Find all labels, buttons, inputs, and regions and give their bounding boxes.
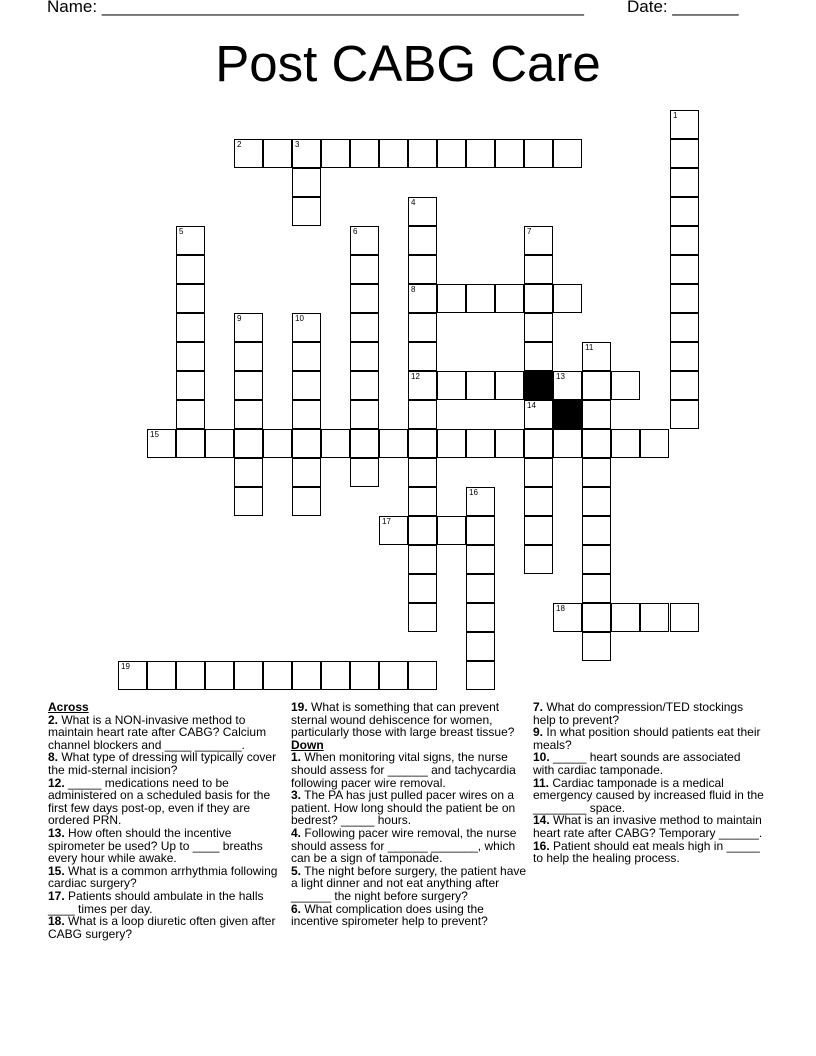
grid-cell[interactable] [321,429,350,458]
grid-cell[interactable] [176,284,205,313]
grid-cell[interactable] [176,313,205,342]
grid-cell-15[interactable] [147,429,176,458]
grid-cell[interactable] [234,429,263,458]
grid-cell[interactable] [408,603,437,632]
cell-number: 15 [150,430,159,439]
clue-down-4 [291,827,529,865]
grid-cell[interactable] [379,661,408,690]
grid-cell[interactable] [408,255,437,284]
grid-cell[interactable] [466,545,495,574]
cell-number: 13 [556,372,565,381]
grid-cell[interactable] [582,603,611,632]
grid-cell[interactable] [408,139,437,168]
grid-cell[interactable] [176,342,205,371]
grid-cell[interactable] [466,516,495,545]
grid-cell[interactable] [582,458,611,487]
grid-cell-13[interactable] [553,371,582,400]
grid-cell[interactable] [582,632,611,661]
grid-cell[interactable] [466,603,495,632]
grid-cell[interactable] [379,429,408,458]
grid-cell[interactable] [611,371,640,400]
grid-cell[interactable] [670,342,699,371]
grid-cell[interactable] [321,661,350,690]
grid-cell[interactable] [524,487,553,516]
name-line[interactable]: ___________________________________________________ [101,0,584,16]
grid-cell-18[interactable] [553,603,582,632]
clue-number: 17. [48,888,65,903]
grid-cell[interactable] [408,487,437,516]
clue-text: What type of dressing will typically cover the mid-sternal incision? [48,750,277,777]
clue-text: _____ heart sounds are associated with cardiac tamponade. [533,750,741,777]
grid-cell[interactable] [495,371,524,400]
grid-cell[interactable] [234,458,263,487]
grid-cell[interactable] [640,429,669,458]
grid-cell[interactable] [670,400,699,429]
cell-number: 14 [527,401,536,410]
clue-number: 16. [533,838,550,853]
clue-across-17 [48,890,286,915]
grid-cell[interactable] [408,226,437,255]
grid-cell[interactable] [437,139,466,168]
grid-cell[interactable] [582,371,611,400]
cell-number: 16 [469,488,478,497]
clue-text: What is something that can prevent sternal wound dehiscence for women, particularly those with large breast tissue? [291,700,515,740]
across-heading: Across [48,700,89,714]
grid-cell[interactable] [408,545,437,574]
black-cell [524,371,553,400]
cell-number: 18 [556,604,565,613]
clue-text: Following pacer wire removal, the nurse should assess for ______ _______, which can be a sign of tamponade. [291,825,517,866]
clue-number: 6. [291,901,302,916]
grid-cell[interactable] [234,661,263,690]
date-line[interactable]: _______ [672,0,739,16]
grid-cell[interactable] [553,284,582,313]
clue-number: 15. [48,863,65,878]
clue-text: Patient should eat meals high in _____ to help the healing process. [533,838,760,866]
clue-number: 18. [48,914,65,929]
grid-cell[interactable] [350,255,379,284]
grid-cell-2[interactable] [234,139,263,168]
grid-cell[interactable] [582,516,611,545]
grid-cell[interactable] [350,313,379,342]
clue-down-7 [533,701,765,726]
grid-cell[interactable] [408,516,437,545]
clue-text: _____ medications need to be administered on a scheduled basis for the first few days post-op, even if they are ordered PRN. [48,775,271,828]
grid-cell[interactable] [292,429,321,458]
clue-text: The PA has just pulled pacer wires on a patient. How long should the patient be on bedrest? _____ hours. [291,788,516,828]
grid-cell[interactable] [495,429,524,458]
grid-cell[interactable] [408,400,437,429]
grid-cell[interactable] [670,284,699,313]
grid-cell[interactable] [524,458,553,487]
grid-cell[interactable] [350,429,379,458]
grid-cell[interactable] [205,429,234,458]
clue-down-11 [533,777,765,815]
grid-cell[interactable] [611,603,640,632]
clue-number: 10. [533,750,550,765]
grid-cell[interactable] [292,168,321,197]
grid-cell-1[interactable] [670,110,699,139]
grid-cell[interactable] [466,574,495,603]
clue-across-12 [48,777,286,827]
grid-cell[interactable] [582,429,611,458]
grid-cell[interactable] [582,574,611,603]
grid-cell[interactable] [408,429,437,458]
grid-cell[interactable] [437,516,466,545]
grid-cell[interactable] [379,139,408,168]
name-label: Name: [47,0,98,16]
grid-cell[interactable] [670,197,699,226]
clue-down-5 [291,865,529,903]
clue-down-1 [291,751,529,789]
grid-cell-12[interactable] [408,371,437,400]
grid-cell[interactable] [350,458,379,487]
grid-cell[interactable] [176,661,205,690]
grid-cell[interactable] [350,400,379,429]
grid-cell[interactable] [466,632,495,661]
cell-number: 11 [585,343,594,352]
cell-number: 6 [353,227,358,236]
cell-number: 8 [411,285,416,294]
grid-cell[interactable] [582,545,611,574]
clue-text: In what position should patients eat their meals? [533,725,761,752]
clue-text: What do compression/TED stockings help to prevent? [533,700,744,727]
grid-cell-19[interactable] [118,661,147,690]
grid-cell[interactable] [408,661,437,690]
cell-number: 5 [179,227,184,236]
grid-cell[interactable] [640,603,669,632]
grid-cell[interactable] [292,371,321,400]
clue-down-6 [291,903,529,928]
clue-text: How often should the incentive spirometer be used? Up to ____ breaths every hour while awake. [48,825,263,866]
grid-cell[interactable] [524,516,553,545]
grid-cell[interactable] [495,139,524,168]
grid-cell[interactable] [524,284,553,313]
grid-cell[interactable] [350,139,379,168]
clue-across-19 [291,701,529,739]
grid-cell[interactable] [408,574,437,603]
clue-across-8 [48,751,286,776]
clue-number: 8. [48,750,59,765]
clue-down-3 [291,789,529,827]
clue-number: 5. [291,863,302,878]
grid-cell[interactable] [524,313,553,342]
grid-cell[interactable] [670,226,699,255]
clue-down-14 [533,814,765,839]
grid-cell[interactable] [553,429,582,458]
clue-column-1 [48,701,286,940]
clue-text: When monitoring vital signs, the nurse should assess for ______ and tachycardia following pacer wire removal. [291,750,516,790]
grid-cell-6[interactable] [350,226,379,255]
grid-cell[interactable] [205,661,234,690]
grid-cell[interactable] [524,545,553,574]
cell-number: 1 [673,111,678,120]
clue-text: What is a loop diuretic often given after CABG surgery? [48,914,276,941]
clue-text: Patients should ambulate in the halls ____ times per day. [48,888,264,916]
cell-number: 10 [295,314,304,323]
clue-number: 9. [533,725,544,740]
cell-number: 12 [411,372,420,381]
grid-cell[interactable] [234,487,263,516]
grid-cell-4[interactable] [408,197,437,226]
grid-cell[interactable] [524,139,553,168]
cell-number: 19 [121,662,130,671]
date-field [627,0,739,17]
grid-cell-10[interactable] [292,313,321,342]
grid-cell[interactable] [263,139,292,168]
clue-text: Cardiac tamponade is a medical emergency caused by increased fluid in the ________ space. [533,775,764,815]
grid-cell[interactable] [350,342,379,371]
cell-number: 4 [411,198,416,207]
grid-cell[interactable] [408,342,437,371]
grid-cell[interactable] [234,371,263,400]
clue-number: 19. [291,700,308,714]
grid-cell[interactable] [176,255,205,284]
grid-cell-5[interactable] [176,226,205,255]
cell-number: 17 [382,517,391,526]
grid-cell[interactable] [466,429,495,458]
clue-number: 11. [533,775,550,790]
clue-number: 7. [533,700,544,714]
grid-cell-9[interactable] [234,313,263,342]
grid-cell[interactable] [437,284,466,313]
grid-cell[interactable] [466,284,495,313]
grid-cell[interactable] [670,603,699,632]
cell-number: 7 [527,227,532,236]
grid-cell[interactable] [234,400,263,429]
grid-cell[interactable] [582,487,611,516]
grid-cell[interactable] [670,371,699,400]
grid-cell[interactable] [176,371,205,400]
grid-cell[interactable] [292,661,321,690]
grid-cell[interactable] [495,284,524,313]
clue-text: What complication does using the incentive spirometer help to prevent? [291,901,488,929]
grid-cell[interactable] [466,139,495,168]
grid-cell[interactable] [350,661,379,690]
grid-cell-7[interactable] [524,226,553,255]
clue-number: 2. [48,712,59,727]
grid-cell[interactable] [582,400,611,429]
grid-cell[interactable] [437,429,466,458]
clue-number: 4. [291,825,302,840]
grid-cell-8[interactable] [408,284,437,313]
grid-cell[interactable] [263,661,292,690]
grid-cell[interactable] [176,400,205,429]
grid-cell[interactable] [670,168,699,197]
grid-cell[interactable] [292,400,321,429]
clue-number: 12. [48,775,65,790]
grid-cell[interactable] [234,342,263,371]
grid-cell[interactable] [553,139,582,168]
clue-across-13 [48,827,286,865]
grid-cell[interactable] [292,487,321,516]
cell-number: 3 [295,140,300,149]
grid-cell-14[interactable] [524,400,553,429]
grid-cell[interactable] [350,371,379,400]
grid-cell[interactable] [350,284,379,313]
clue-down-9 [533,726,765,751]
grid-cell[interactable] [670,255,699,284]
name-field [47,0,584,17]
clue-text: What is a NON-invasive method to maintain heart rate after CABG? Calcium channel blockers and ____ _______. [48,712,267,752]
grid-cell[interactable] [670,139,699,168]
grid-cell[interactable] [437,371,466,400]
grid-cell[interactable] [292,458,321,487]
grid-cell[interactable] [147,661,176,690]
grid-cell-17[interactable] [379,516,408,545]
grid-cell[interactable] [670,313,699,342]
clue-number: 3. [291,788,302,803]
clue-number: 1. [291,750,302,765]
grid-cell[interactable] [524,255,553,284]
grid-cell[interactable] [263,429,292,458]
grid-cell[interactable] [466,661,495,690]
grid-cell[interactable] [524,429,553,458]
clue-text: The night before surgery, the patient have a light dinner and not eat anything after ______ the night before surgery? [291,863,527,903]
clue-down-10 [533,751,765,776]
clue-across-18 [48,915,286,940]
clue-number: 13. [48,825,65,840]
clue-text: What is a common arrhythmia following cardiac surgery? [48,863,278,891]
date-label: Date: [627,0,668,16]
grid-cell[interactable] [176,429,205,458]
cell-number: 9 [237,314,242,323]
grid-cell-3[interactable] [292,139,321,168]
grid-cell[interactable] [292,197,321,226]
page-title: Post CABG Care [215,35,601,92]
clue-across-2 [48,714,286,752]
clue-across-15 [48,865,286,890]
grid-cell[interactable] [408,458,437,487]
grid-cell[interactable] [466,371,495,400]
clue-number: 14. [533,813,550,828]
clue-text: What is an invasive method to maintain heart rate after CABG? Temporary ______. [533,813,763,840]
grid-cell[interactable] [524,342,553,371]
grid-cell-11[interactable] [582,342,611,371]
clue-column-3 [533,701,765,865]
grid-cell[interactable] [321,139,350,168]
grid-cell[interactable] [611,429,640,458]
clue-down-16 [533,840,765,865]
clue-column-2 [291,701,529,928]
black-cell [553,400,582,429]
down-heading: Down [291,737,324,752]
grid-cell[interactable] [292,342,321,371]
cell-number: 2 [237,140,242,149]
grid-cell[interactable] [408,313,437,342]
grid-cell-16[interactable] [466,487,495,516]
